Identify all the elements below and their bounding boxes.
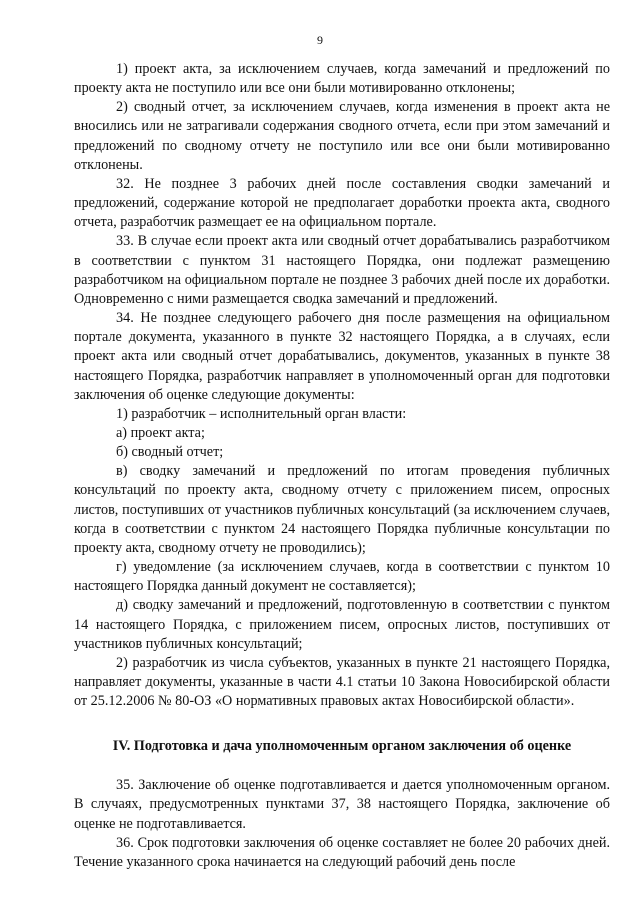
paragraph-34-item-d: д) сводку замечаний и предложений, подготовленную в соответствии с пунктом 14 настоящего Порядка, с приложением писем, опросных листов, поступивших от участников публичных консультаций;: [74, 597, 610, 652]
paragraph-34-item-g: г) уведомление (за исключением случаев, когда в соответствии с пунктом 10 настоящего Порядка данный документ не составляется);: [74, 559, 610, 595]
paragraph-item-1-draft-act: 1) проект акта, за исключением случаев, когда замечаний и предложений по проекту акта не поступило или все они были мотивированно отклонены;: [74, 61, 610, 97]
document-body: [74, 60, 610, 872]
paragraph-35: 35. Заключение об оценке подготавливается и дается уполномоченным органом. В случаях, предусмотренных пунктами 37, 38 настоящего Порядка, заключение об оценке не подготавливается.: [74, 777, 610, 832]
page-number: 9: [317, 33, 323, 47]
paragraph-34: 34. Не позднее следующего рабочего дня после размещения на официальном портале документа, указанного в пункте 32 настоящего Порядка, а в случаях, если проект акта или сводный отчет дорабатывались, документов, указанных в пункте 38 настоящего Порядка, разработчик направляет в уполномоченный орган для подготовки заключения об оценке следующие документы:: [74, 310, 610, 403]
paragraph-36: 36. Срок подготовки заключения об оценке составляет не более 20 рабочих дней. Течение указанного срока начинается на следующий рабочий день после: [74, 834, 610, 870]
paragraph-32: 32. Не позднее 3 рабочих дней после составления сводки замечаний и предложений, содержание которой не предполагает доработки проекта акта, сводного отчета, разработчик размещает ее на официальном портале.: [74, 175, 610, 231]
paragraph-33: 33. В случае если проект акта или сводный отчет дорабатывались разработчиком в соответствии с пунктом 31 настоящего Порядка, они подлежат размещению разработчиком на официальном портале не позднее 3 рабочих дней после их доработки. Одновременно с ними размещается сводка замечаний и предложений.: [74, 233, 610, 307]
paragraph-34-item-b: б) сводный отчет;: [116, 444, 224, 461]
paragraph-34-item-2: 2) разработчик из числа субъектов, указанных в пункте 21 настоящего Порядка, направляет документы, указанные в части 4.1 статьи 10 Закона Новосибирской области от 25.12.2006 № 80-ОЗ «О нормативных правовых актах Новосибирской области».: [74, 654, 610, 710]
paragraph-34-item-a: а) проект акта;: [116, 424, 205, 441]
paragraph-34-item-v: в) сводку замечаний и предложений по итогам проведения публичных консультаций по проекту акта, сводному отчету с приложением писем, опросных листов, поступивших от участников публичных консультаций (за исключением случаев, когда в соответствии с пунктом 24 настоящего Порядка публичные консультации по проекту акта, сводному отчету не проводились);: [74, 463, 610, 556]
section-spacer: [74, 756, 610, 776]
paragraph-34-item-1: 1) разработчик – исполнительный орган власти:: [116, 405, 407, 422]
paragraph-item-2-summary-report: 2) сводный отчет, за исключением случаев, когда изменения в проект акта не вносились или не затрагивали содержания сводного отчета, если при этом замечаний и предложений по сводному отчету не поступило или все они были мотивированно отклонены.: [74, 99, 610, 173]
section-heading: IV. Подготовка и дача уполномоченным органом заключения об оценке: [112, 738, 572, 755]
